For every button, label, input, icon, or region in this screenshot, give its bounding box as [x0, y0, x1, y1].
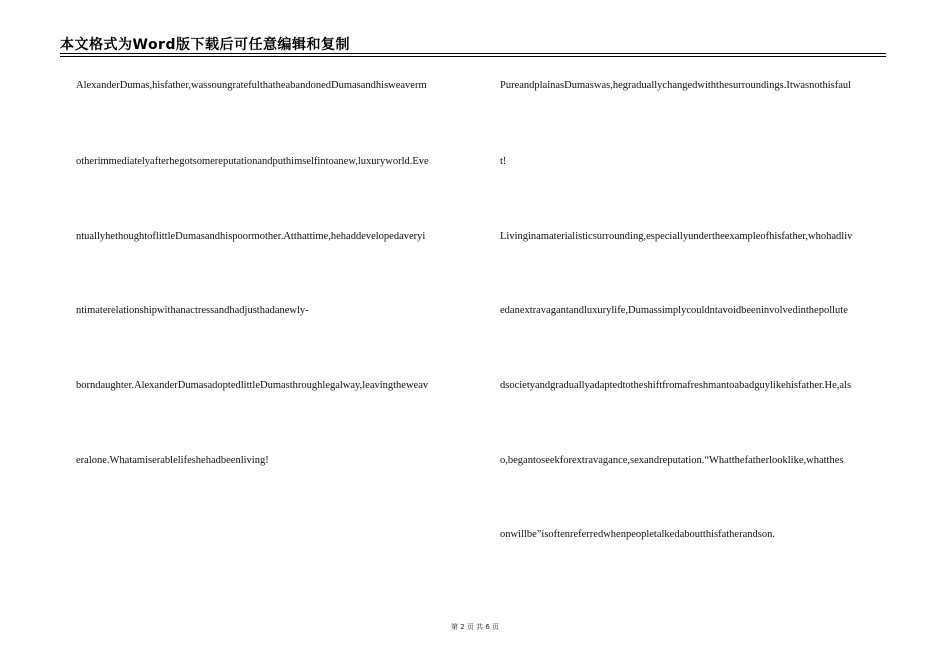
- page-number: 第 2 页 共 6 页: [450, 623, 500, 631]
- text-line: otherimmediatelyafterhegotsomereputationandputhimselfintoanew,luxuryworld.Eve: [76, 156, 429, 167]
- text-line: o,begantoseekforextravagance,sexandreputation.“Whatthefatherlooklike,whatthes: [500, 455, 844, 466]
- text-line: edanextravagantandluxurylife,Dumassimplycouldntavoidbeeninvolvedinthepollute: [500, 305, 848, 316]
- text-line: PureandplainasDumaswas,hegraduallychangedwiththesurroundings.Itwasnothisfaul: [500, 80, 852, 91]
- header-title: 本文格式为Word版下载后可任意编辑和复制: [60, 37, 350, 53]
- text-line: borndaughter.AlexanderDumasadoptedlittleDumasthroughlegalway,leavingtheweav: [76, 380, 429, 391]
- text-line: ntuallyhethoughtoflittleDumasandhispoormother.Atthattime,hehaddevelopedaveryi: [76, 231, 426, 242]
- right-text-column: [500, 0, 888, 672]
- text-line: eralone.Whatamiserablelifeshehadbeenliving!: [76, 455, 269, 466]
- text-line: AlexanderDumas,hisfather,wassoungratefulthatheabandonedDumasandhisweaverm: [76, 80, 427, 91]
- text-line: t!: [500, 156, 507, 167]
- text-line: ntimaterelationshipwithanactressandhadjusthadanewly-: [76, 305, 309, 316]
- text-line: onwillbe”isoftenreferredwhenpeopletalkedaboutthisfatherandson.: [500, 529, 775, 540]
- text-line: dsocietyandgraduallyadaptedtotheshiftfromafreshmantoabadguylikehisfather.He,als: [500, 380, 852, 391]
- text-line: Livinginamaterialisticsurrounding,especiallyundertheexampleofhisfather,whohadliv: [500, 231, 853, 242]
- left-text-column: [76, 0, 466, 672]
